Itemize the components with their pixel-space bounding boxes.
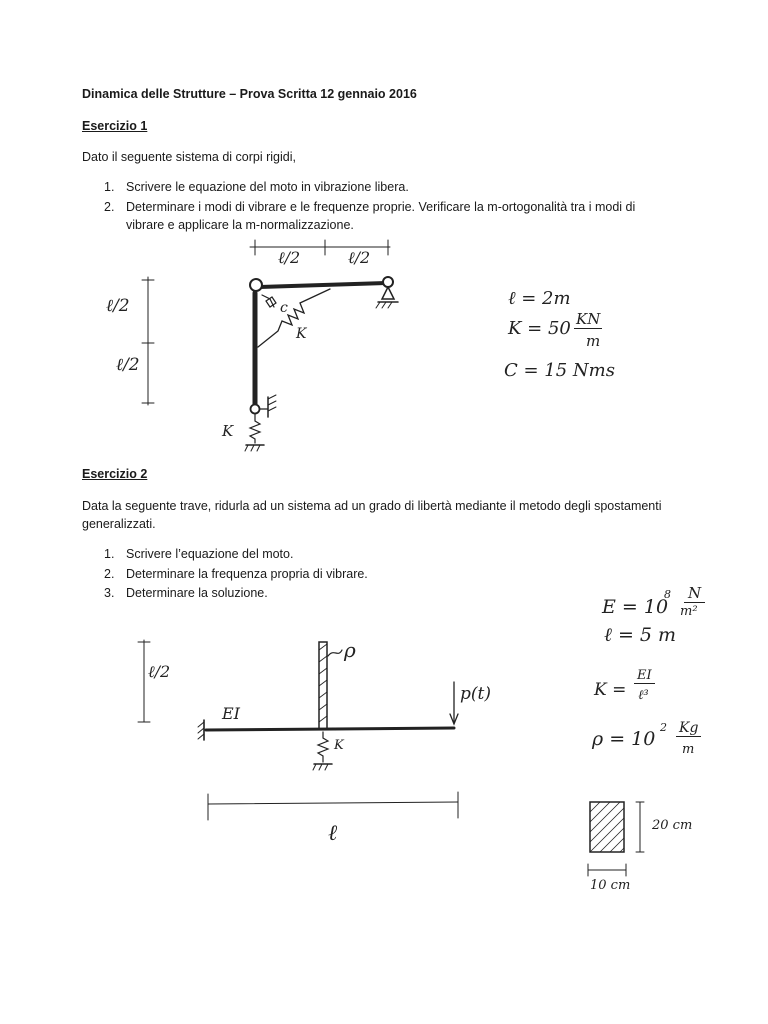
exercise-1-task-1-number: 1. [104,180,115,194]
exercise-1-dim-top-left: ℓ/2 [278,248,301,267]
exercise-2-heading: Esercizio 2 [82,467,148,481]
exercise-2-intro-line-2: generalizzati. [82,517,156,531]
exercise-2-section-height: 20 cm [652,818,693,833]
exercise-2-task-2-number: 2. [104,567,115,581]
exercise-2-length-value: ℓ = 5 m [604,624,677,646]
exercise-2-density-unit-numerator: Kg [676,720,701,737]
exercise-1-stiffness-unit-denominator: m [586,332,601,350]
exercise-1-stiffness-unit-numerator: KN [576,310,601,328]
exercise-1-stiffness-prefix: K = 50 [508,318,571,339]
exercise-1-task-2-number: 2. [104,200,115,214]
exercise-1-dim-left-lower: ℓ/2 [116,355,140,375]
exercise-2-modulus-prefix: E = 10 [602,596,669,618]
exercise-2-modulus-unit-numerator: N [684,584,705,603]
exercise-2-density-unit-denominator: m [682,742,695,757]
exercise-2-beam-figure [120,630,480,850]
exercise-1-intro: Dato il seguente sistema di corpi rigidi, [82,150,296,164]
exercise-2-task-3-text: Determinare la soluzione. [126,586,268,600]
exercise-2-cross-section [580,798,660,878]
exercise-2-intro-line-1: Data la seguente trave, ridurla ad un sistema ad un grado di libertà mediante il metodo degli spostamenti [82,499,662,513]
exercise-2-stiffness-numerator: EI [634,668,655,684]
exercise-1-task-2-text-line-1: Determinare i modi di vibrare e le frequenze proprie. Verificare la m-ortogonalità tra i modi di [126,200,636,214]
exercise-1-spring-label: K [296,326,307,342]
exercise-2-load-label: p(t) [460,684,491,704]
exercise-1-task-2-text-line-2: vibrare e applicare la m-normalizzazione. [126,218,354,232]
exercise-1-damper-label: c [280,300,288,316]
exercise-2-modulus-unit-denominator: m² [680,604,698,619]
exercise-1-frame-figure [100,235,420,460]
exercise-1-base-spring-label: K [222,422,234,440]
exercise-1-length-value: ℓ = 2m [508,288,571,309]
exercise-1-dim-top-right: ℓ/2 [348,248,371,267]
exercise-2-task-3-number: 3. [104,586,115,600]
exercise-1-dim-left-upper: ℓ/2 [106,296,130,316]
exercise-1-task-1-text: Scrivere le equazione del moto in vibrazione libera. [126,180,409,194]
exercise-2-spring-label: K [334,738,344,753]
exercise-2-stiffness-denominator: ℓ³ [638,688,649,703]
exercise-2-density-prefix: ρ = 10 [592,728,656,750]
exercise-2-section-width: 10 cm [590,878,631,893]
exercise-2-modulus-exponent: 8 [664,588,671,601]
exercise-2-task-2-text: Determinare la frequenza propria di vibrare. [126,567,368,581]
exercise-1-heading: Esercizio 1 [82,119,148,133]
exercise-2-rho-label: ρ [344,638,356,662]
exercise-2-beam-label: EI [222,704,240,723]
exercise-2-stiffness-prefix: K = [594,680,627,700]
exercise-2-length-label: ℓ [328,821,338,846]
exercise-2-density-exponent: 2 [660,721,667,734]
exercise-2-dim-vertical: ℓ/2 [148,662,171,681]
exercise-2-task-1-text: Scrivere l’equazione del moto. [126,547,294,561]
exercise-1-damping-value: C = 15 Nms [504,360,615,381]
page-title: Dinamica delle Strutture – Prova Scritta 12 gennaio 2016 [82,87,417,101]
exercise-2-task-1-number: 1. [104,547,115,561]
